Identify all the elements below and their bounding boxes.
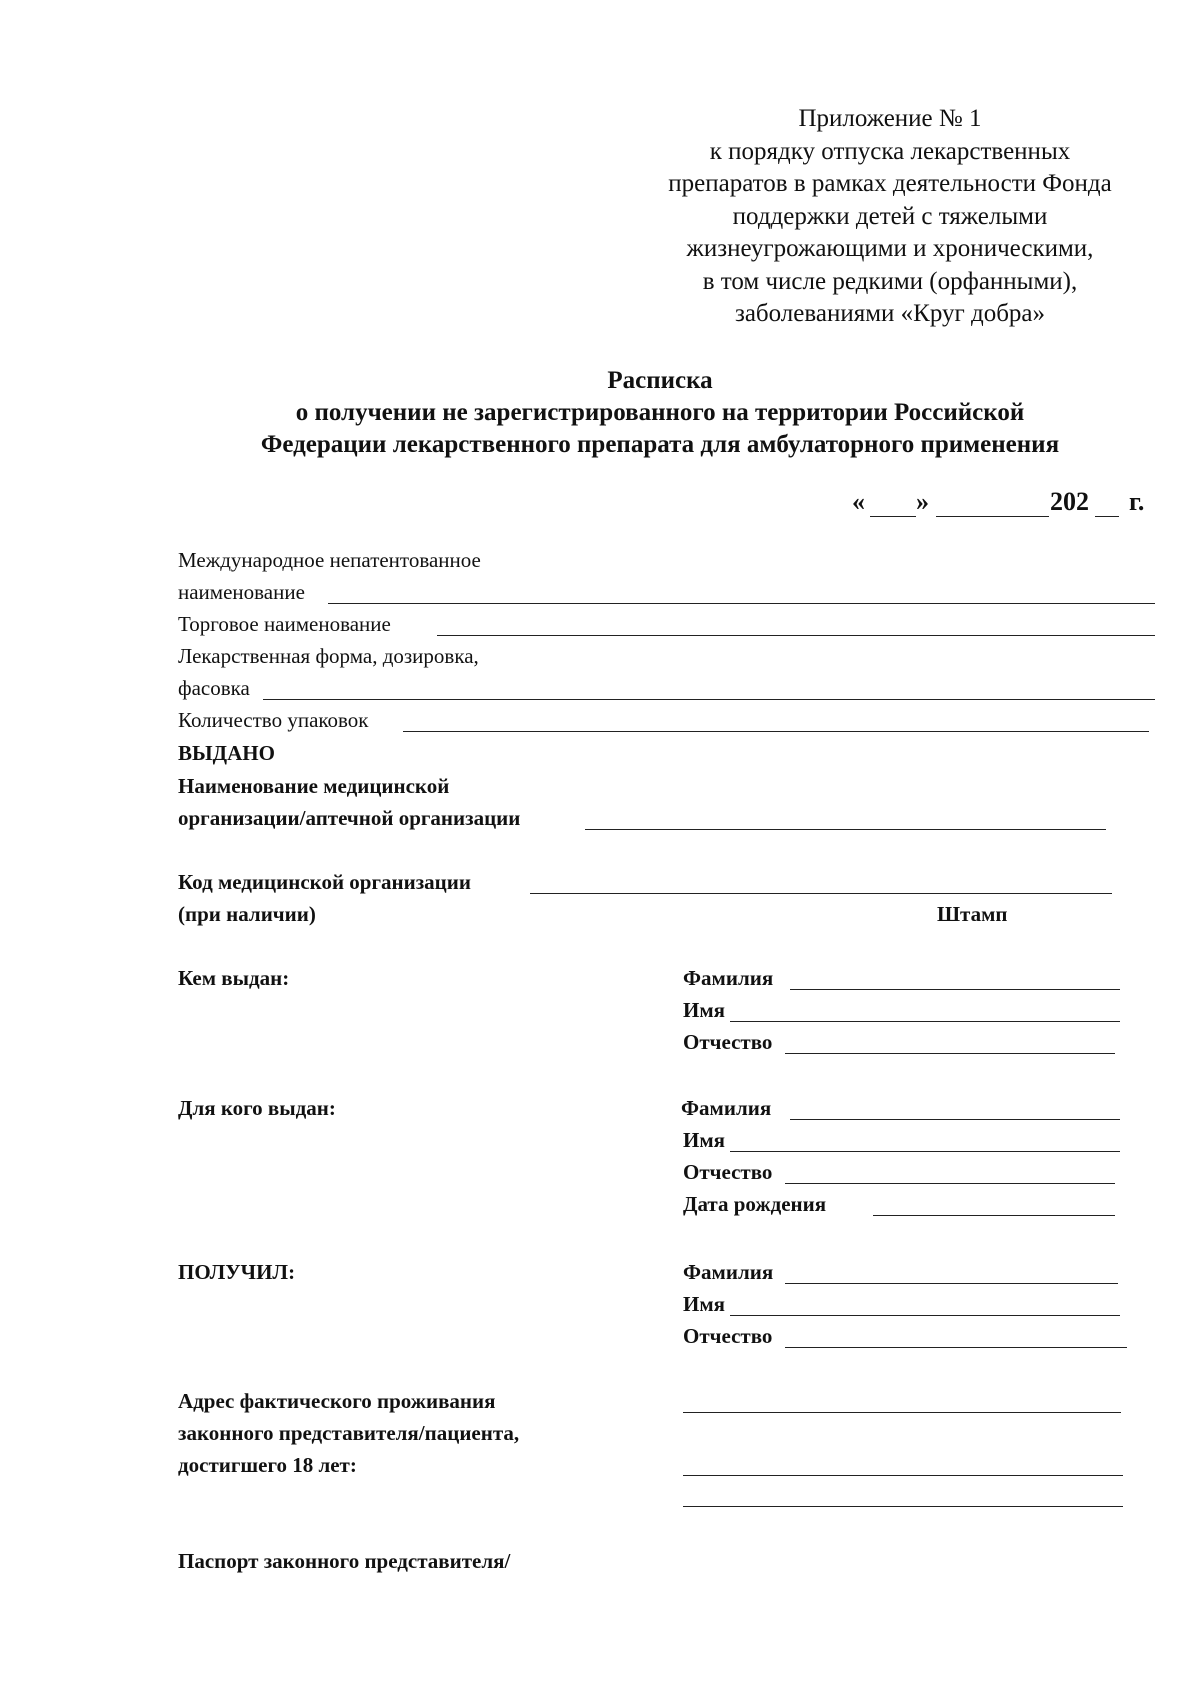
code-field[interactable]: [530, 893, 1112, 894]
issued-by-surname-label: Фамилия: [683, 966, 774, 990]
title-sub-line: о получении не зарегистрированного на территории Российской: [295, 399, 1025, 426]
packages-label: Количество упаковок: [178, 708, 369, 732]
stamp-label: Штамп: [937, 902, 1008, 926]
issued-heading: ВЫДАНО: [178, 741, 275, 765]
received-patronymic-label: Отчество: [683, 1324, 773, 1348]
issued-to-surname-field[interactable]: [790, 1119, 1120, 1120]
appendix-line: препаратов в рамках деятельности Фонда: [668, 170, 1112, 197]
passport-label-line1: Паспорт законного представителя/: [178, 1549, 511, 1573]
date-day-field[interactable]: [870, 516, 916, 517]
received-name-field[interactable]: [730, 1315, 1120, 1316]
appendix-line: в том числе редкими (орфанными),: [702, 267, 1078, 295]
received-patronymic-field[interactable]: [785, 1347, 1127, 1348]
date-year-suffix: г.: [1129, 487, 1145, 516]
date-month-field[interactable]: [936, 516, 1049, 517]
document-title: [150, 365, 1170, 461]
date-year-prefix: 202: [1050, 487, 1089, 516]
issued-by-patronymic-label: Отчество: [683, 1030, 773, 1054]
appendix-line: к порядку отпуска лекарственных: [709, 137, 1071, 165]
issued-to-birth-date-label: Дата рождения: [683, 1192, 827, 1216]
appendix-line: Приложение № 1: [798, 105, 982, 132]
form-label-line1: Лекарственная форма, дозировка,: [178, 644, 479, 668]
date-open-quote: «: [852, 487, 865, 516]
address-label-line3: достигшего 18 лет:: [178, 1453, 357, 1477]
issued-to-patronymic-label: Отчество: [683, 1160, 773, 1184]
appendix-line: поддержки детей с тяжелыми: [732, 202, 1048, 230]
org-label-line1: Наименование медицинской: [178, 774, 450, 798]
issued-to-birth-date-field[interactable]: [873, 1215, 1115, 1216]
date-year-field[interactable]: [1095, 516, 1119, 517]
issued-to-label: Для кого выдан:: [178, 1096, 336, 1120]
packages-field[interactable]: [403, 731, 1149, 732]
title-main: Расписка: [607, 367, 713, 394]
trade-name-label: Торговое наименование: [178, 612, 391, 636]
address-field-2[interactable]: [683, 1475, 1123, 1476]
inn-field[interactable]: [328, 603, 1155, 604]
issued-by-name-label: Имя: [683, 998, 725, 1022]
received-surname-field[interactable]: [785, 1283, 1118, 1284]
issued-to-name-field[interactable]: [730, 1151, 1120, 1152]
issued-to-name-label: Имя: [683, 1128, 725, 1152]
org-label-line2: организации/аптечной организации: [178, 806, 521, 830]
address-field-1[interactable]: [683, 1412, 1121, 1413]
inn-label-line2: наименование: [178, 580, 305, 604]
issued-by-surname-field[interactable]: [790, 989, 1120, 990]
title-sub-line: Федерации лекарственного препарата для амбулаторного применения: [260, 431, 1060, 458]
received-name-label: Имя: [683, 1292, 725, 1316]
trade-name-field[interactable]: [437, 635, 1155, 636]
issued-by-name-field[interactable]: [730, 1021, 1120, 1022]
form-label-line2: фасовка: [178, 676, 250, 700]
code-label-line1: Код медицинской организации: [178, 870, 471, 894]
received-label: ПОЛУЧИЛ:: [178, 1260, 296, 1284]
org-field[interactable]: [585, 829, 1106, 830]
appendix-line: заболеваниями «Круг добра»: [734, 300, 1046, 327]
issued-by-patronymic-field[interactable]: [785, 1053, 1115, 1054]
address-field-3[interactable]: [683, 1506, 1123, 1507]
appendix-header: [630, 103, 1150, 331]
address-label-line1: Адрес фактического проживания: [178, 1389, 496, 1413]
code-label-line2: (при наличии): [178, 902, 316, 926]
received-surname-label: Фамилия: [683, 1260, 774, 1284]
issued-by-label: Кем выдан:: [178, 966, 290, 990]
form-field[interactable]: [263, 699, 1155, 700]
appendix-line: жизнеугрожающими и хроническими,: [686, 235, 1094, 262]
issued-to-surname-label: Фамилия: [681, 1096, 772, 1120]
address-label-line2: законного представителя/пациента,: [178, 1421, 520, 1445]
date-close-quote: »: [916, 487, 929, 516]
issued-to-patronymic-field[interactable]: [785, 1183, 1115, 1184]
inn-label-line1: Международное непатентованное: [178, 548, 481, 572]
